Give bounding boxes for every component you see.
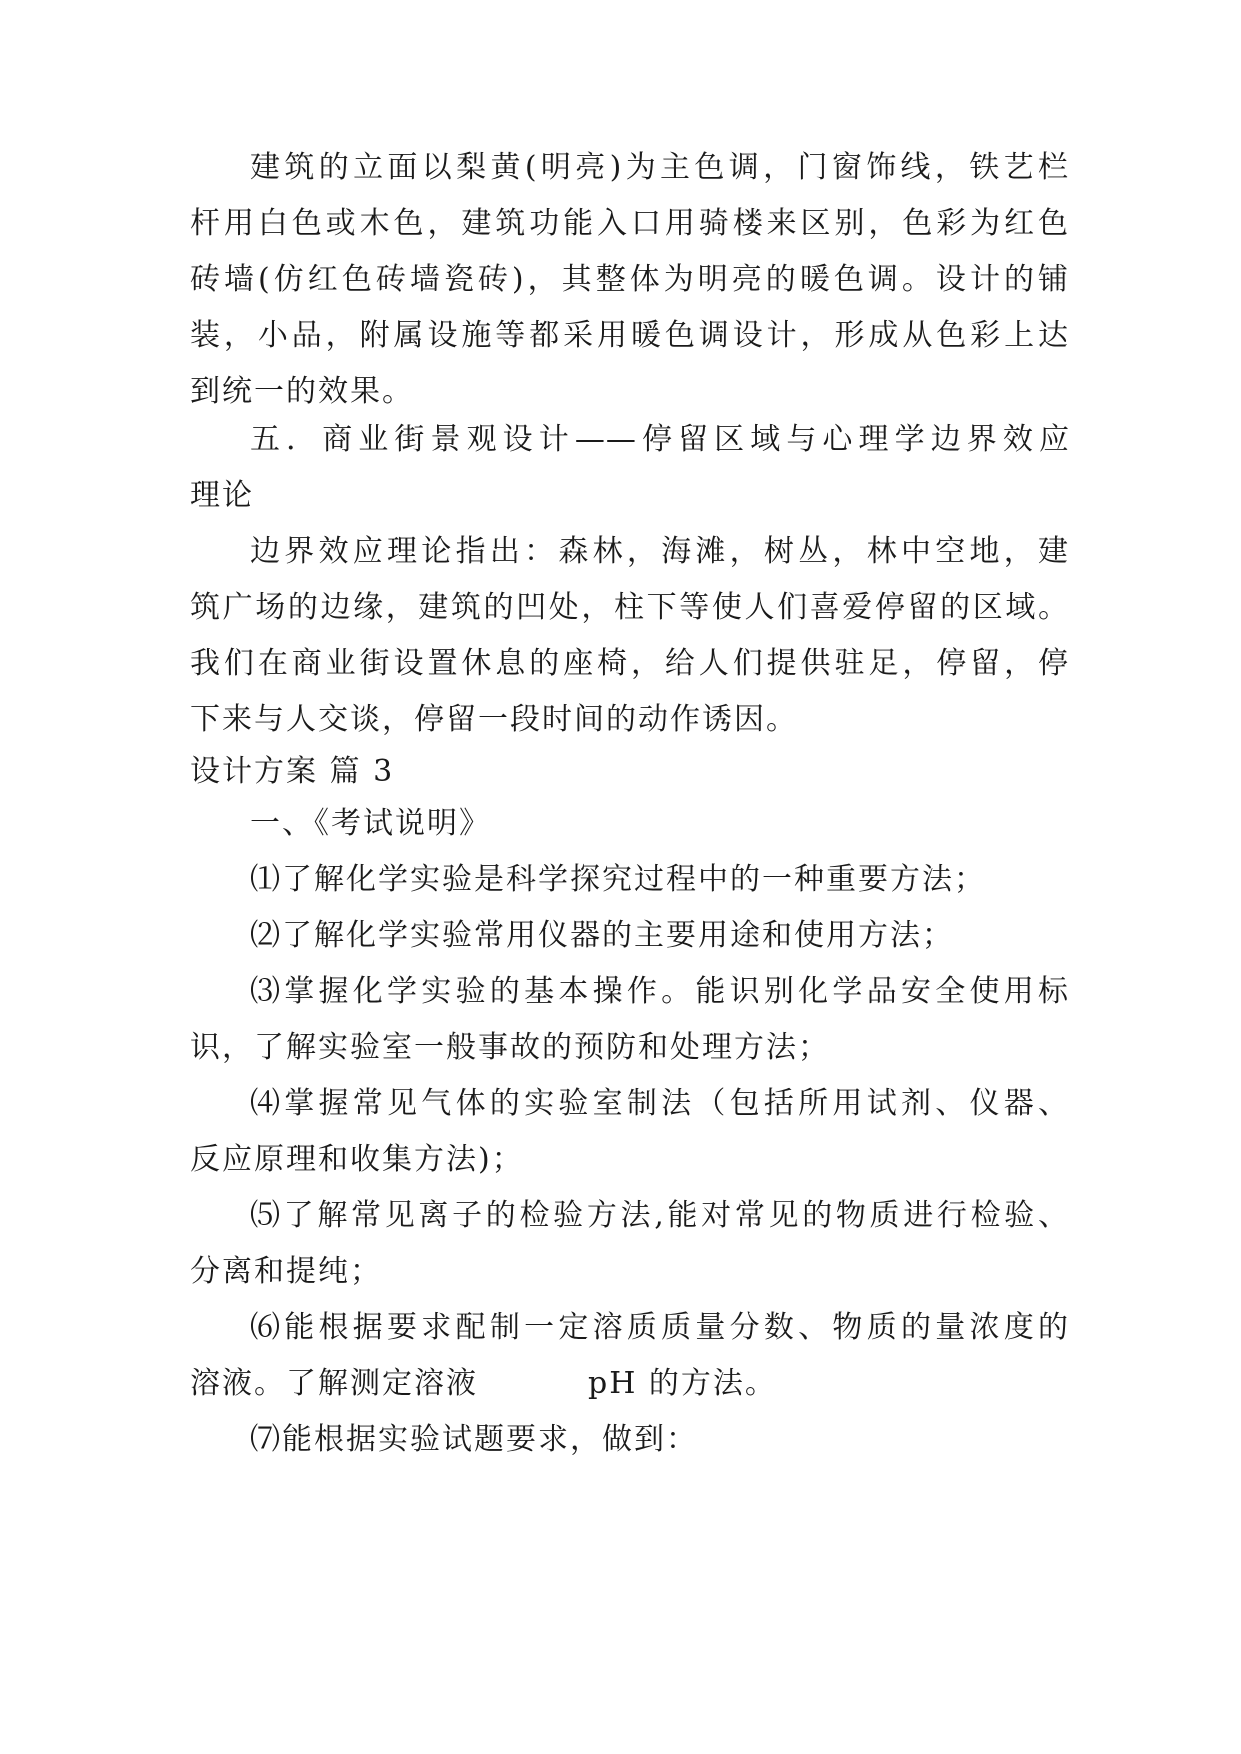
paragraph-line: 装，小品，附属设施等都采用暖色调设计，形成从色彩上达: [190, 318, 1070, 353]
list-item-text: 溶液。了解测定溶液: [190, 1366, 478, 1401]
list-item: ⑸了解常见离子的检验方法,能对常见的物质进行检验、: [250, 1198, 1070, 1233]
paragraph-line: 筑广场的边缘，建筑的凹处，柱下等使人们喜爱停留的区域。: [190, 590, 1070, 625]
section-heading-continued: 理论: [190, 478, 254, 513]
subsection-title: 一、《考试说明》: [250, 806, 491, 841]
list-item-continued: 识，了解实验室一般事故的预防和处理方法；: [190, 1030, 830, 1065]
list-item-continued: [190, 1364, 1070, 1404]
section-title: 设计方案 篇 3: [190, 754, 395, 789]
paragraph-line: 边界效应理论指出：森林，海滩，树丛，林中空地，建: [250, 534, 1070, 569]
paragraph-line: 砖墙(仿红色砖墙瓷砖)，其整体为明亮的暖色调。设计的铺: [190, 262, 1070, 297]
list-item-continued: 反应原理和收集方法)；: [190, 1142, 524, 1177]
list-item: ⑶掌握化学实验的基本操作。能识别化学品安全使用标: [250, 974, 1070, 1009]
paragraph-line: 我们在商业街设置休息的座椅，给人们提供驻足，停留，停: [190, 646, 1070, 681]
list-item: ⑵了解化学实验常用仪器的主要用途和使用方法；: [250, 918, 954, 953]
paragraph-line: 杆用白色或木色，建筑功能入口用骑楼来区别，色彩为红色: [190, 206, 1070, 241]
paragraph-line: 下来与人交谈，停留一段时间的动作诱因。: [190, 702, 798, 737]
list-item: ⑹能根据要求配制一定溶质质量分数、物质的量浓度的: [250, 1310, 1070, 1345]
list-item: ⑷掌握常见气体的实验室制法（包括所用试剂、仪器、: [250, 1086, 1070, 1121]
section-heading: 五．商业街景观设计——停留区域与心理学边界效应: [250, 422, 1070, 457]
list-item-text: pH 的方法。: [588, 1366, 777, 1401]
list-item: ⑴了解化学实验是科学探究过程中的一种重要方法；: [250, 862, 986, 897]
list-item-continued: 分离和提纯；: [190, 1254, 382, 1289]
paragraph-line: 到统一的效果。: [190, 374, 414, 409]
list-item: ⑺能根据实验试题要求，做到：: [250, 1422, 698, 1457]
paragraph-line: 建筑的立面以梨黄(明亮)为主色调，门窗饰线，铁艺栏: [250, 150, 1070, 185]
